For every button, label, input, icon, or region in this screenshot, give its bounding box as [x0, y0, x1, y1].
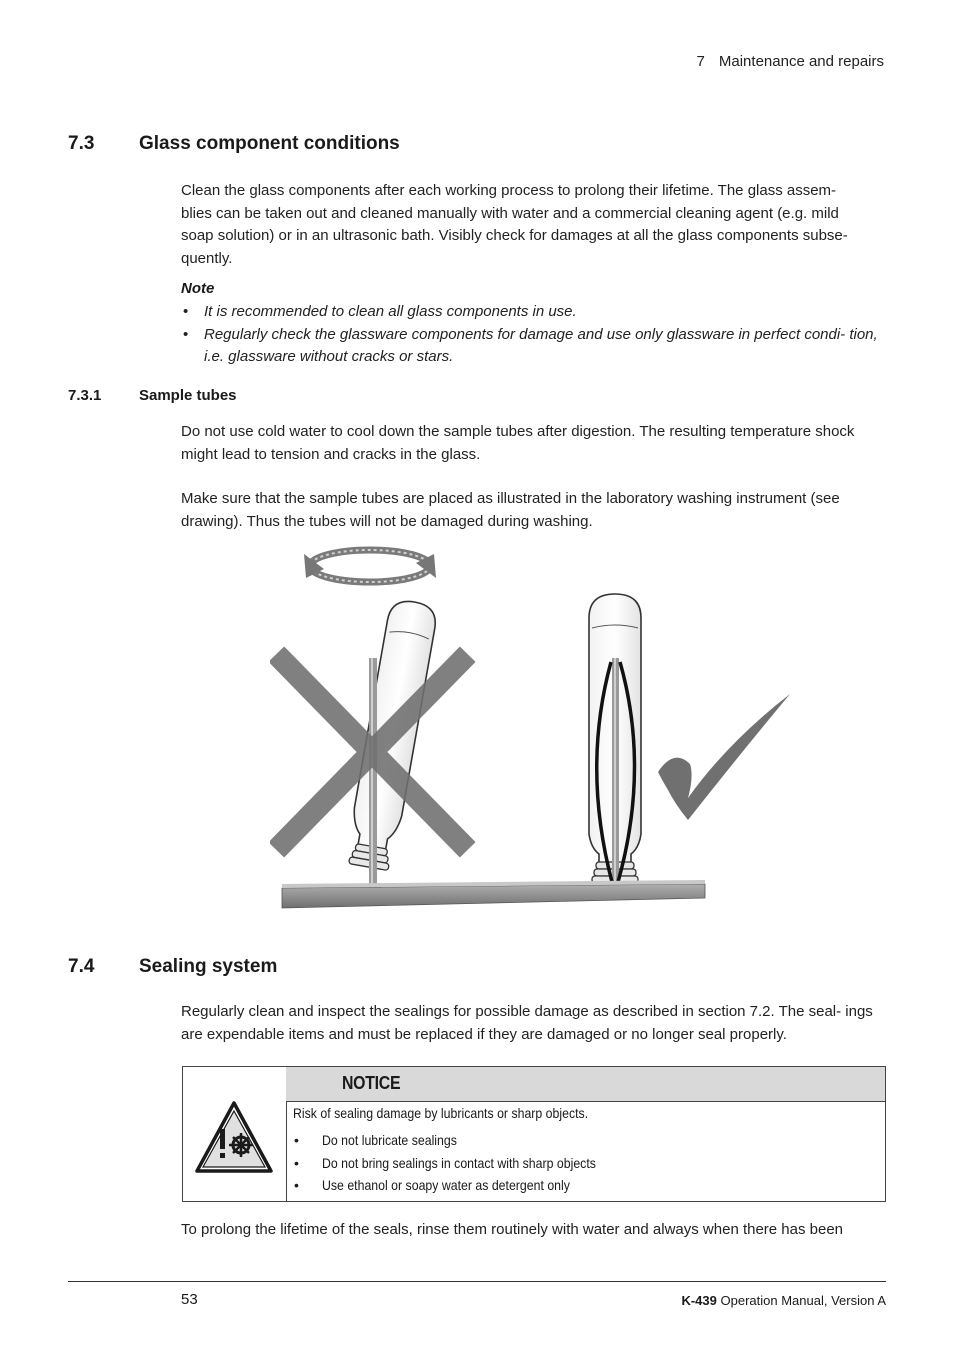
seal-rinse-paragraph: To prolong the lifetime of the seals, rinse them routinely with water and always when there has been	[181, 1221, 844, 1238]
notice-icon-cell	[183, 1067, 287, 1201]
section-number: 7.4	[68, 956, 95, 977]
manual-version: Operation Manual, Version A	[720, 1293, 886, 1308]
notice-body	[286, 1102, 885, 1201]
intro-line: quently.	[181, 249, 233, 267]
upright-sample-tube	[589, 594, 641, 890]
section-7-4-heading	[68, 956, 888, 980]
chapter-number: 7	[696, 53, 705, 70]
sample-tubes-paragraph-1: Do not use cold water to cool down the sample tubes after digestion. The resulting temperature shock might lead to tension and cracks in the glass.	[181, 423, 855, 463]
notice-item	[293, 1129, 633, 1152]
notice-item	[293, 1152, 633, 1175]
washing-rack-shelf	[282, 880, 705, 908]
notice-item	[293, 1174, 633, 1197]
notice-risk-text: Risk of sealing damage by lubricants or sharp objects.	[293, 1105, 589, 1121]
document-id	[681, 1293, 886, 1308]
chapter-title: Maintenance and repairs	[718, 53, 884, 70]
section-7-3-1-heading	[68, 387, 888, 407]
subsection-number: 7.3.1	[68, 387, 102, 404]
running-header	[697, 53, 884, 70]
sample-tube-washing-illustration	[270, 536, 800, 914]
note-label: Note	[181, 280, 215, 297]
subsection-title: Sample tubes	[139, 387, 237, 404]
section-number: 7.3	[68, 133, 95, 154]
notice-list	[293, 1129, 633, 1197]
warning-triangle-icon	[183, 1067, 286, 1201]
glass-intro-paragraph	[181, 180, 887, 270]
notice-header	[286, 1067, 885, 1102]
section-7-3-heading	[68, 133, 888, 157]
section-title: Sealing system	[139, 956, 278, 977]
rotation-arrow-icon	[304, 550, 436, 582]
notice-item-text: Do not bring sealings in contact with sharp objects	[322, 1154, 596, 1171]
intro-line: soap solution) or in an ultrasonic bath. Visibly check for damages at all the glass components subse-	[181, 227, 848, 244]
page-number: 53	[181, 1291, 198, 1308]
section-title: Glass component conditions	[139, 133, 400, 154]
notice-item-text: Use ethanol or soapy water as detergent only	[322, 1177, 570, 1193]
intro-line: Clean the glass components after each working process to prolong their lifetime. The glass assem-	[181, 182, 837, 199]
intro-line: blies can be taken out and cleaned manually with water and a commercial cleaning agent (e.g. mild	[181, 204, 839, 222]
notice-box	[182, 1066, 886, 1202]
notice-item-text: Do not lubricate sealings	[322, 1132, 457, 1148]
note-list	[181, 301, 887, 369]
sealing-paragraph: Regularly clean and inspect the sealings for possible damage as described in section 7.2. The seal- ings are expendable items and must be replaced if they are damaged or no longer seal properly.	[181, 1003, 873, 1043]
check-mark-icon	[658, 694, 790, 820]
note-item: • It is recommended to clean all glass components in use.	[181, 301, 887, 324]
sample-tubes-paragraph-2: Make sure that the sample tubes are placed as illustrated in the laboratory washing instrument (see drawing). Thus the tubes will not be damaged during washing.	[181, 490, 840, 530]
product-name: K-439	[681, 1293, 717, 1308]
notice-title: NOTICE	[342, 1073, 401, 1093]
note-item: • Regularly check the glassware components for damage and use only glassware in perfect condi- tion, i.e. glassware without cracks or stars.	[181, 324, 884, 369]
footer-rule	[68, 1281, 886, 1282]
